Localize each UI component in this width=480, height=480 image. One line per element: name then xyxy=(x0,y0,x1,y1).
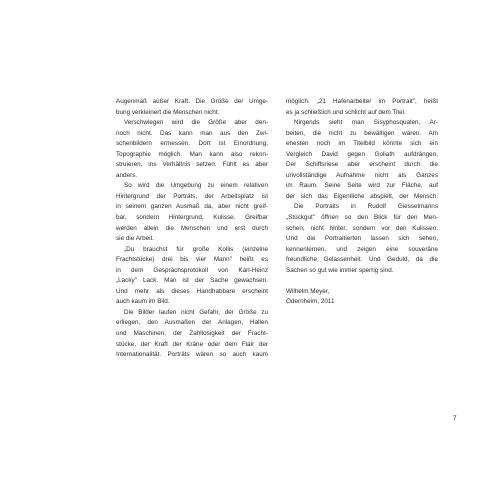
text-line: erliegen, den Ausmaßen der Anlagen, Hallen xyxy=(116,319,268,327)
text-line: in seinem ganzen Ausmaß da, aber nicht greif- xyxy=(116,203,268,211)
text-line: Augenmaß außer Kraft. Die Größe der Umge- xyxy=(116,98,268,105)
text-line: Internationalität. Porträts wären so auch kaum xyxy=(116,351,268,359)
text-line: Odernheim, 2011 xyxy=(286,298,335,306)
text-line: Sachen so gut wie immer sperrig sind. xyxy=(286,266,394,274)
text-line: im Raum. Seine Seite wird zur Fläche, auf xyxy=(286,182,438,190)
text-line: anders. xyxy=(116,171,138,179)
text-line: bar, sondern Hintergrund, Kulisse. Greifbar xyxy=(116,214,268,222)
page-number: 7 xyxy=(453,415,457,422)
text-line: Verschwiegen wird die Größe aber den- xyxy=(124,119,268,127)
text-line: es ja schließlich und schlicht auf dem Titel. xyxy=(286,108,406,116)
text-line: und Maschinen, der Zahllosigkeit der Fracht- xyxy=(116,330,268,338)
text-line: ehesten noch im Titelbild könnte sich ein xyxy=(286,140,438,148)
text-line: auch kaum im Bild. xyxy=(116,298,170,306)
text-line: sie die Arbeit. xyxy=(116,235,155,243)
text-column-right xyxy=(286,97,438,308)
text-line: Die Portraits in Rudolf Giesselmanns xyxy=(294,203,438,211)
text-line: Die Bilder laufen nicht Gefahr, der Größe zu xyxy=(124,308,268,316)
text-line: Und die Portraitierten lassen sich sehen, xyxy=(286,235,438,243)
text-line: der sich das Eigentliche abspielt, der Mensch. xyxy=(286,192,438,200)
text-line: Nirgends sieht man Sisyphosqualen, Ar- xyxy=(294,119,438,127)
text-line: Der Schiffsriese aber erscheint durch die xyxy=(286,161,438,169)
text-line: Hintergrund der Porträts, der Arbeitsplatz ist xyxy=(116,192,268,200)
text-line: schen, nicht hinter, sondern vor den Kulissen. xyxy=(286,224,438,232)
text-line: Vergleich David gegen Goliath aufdrängen. xyxy=(286,150,438,158)
text-line: noch nicht. Das kann man aus den Zwi- xyxy=(116,129,268,137)
text-line: Wilhelm Meyer, xyxy=(286,287,330,295)
text-line: freundliche Gelassenheit. Und Geduld, da die xyxy=(286,256,438,264)
text-line: „Lacky" Lack. Man ist der Sache gewachsen. xyxy=(116,277,268,285)
text-line: unvollständige Aufnahme nicht als Ganzes xyxy=(286,171,438,179)
text-line: schenbildern ermessen. Dort ist Einordnung, xyxy=(116,140,268,148)
text-line: bung verkleinert die Menschen nicht. xyxy=(116,108,220,116)
text-column-left xyxy=(116,97,268,361)
text-line: Topographie möglich. Man kann also rekon- xyxy=(116,150,268,158)
text-line: werden allein die Menschen und erst durch xyxy=(116,224,268,232)
text-line: So wird die Umgebung zu einem relativen xyxy=(124,182,268,190)
text-line: beiten, die nicht zu bewältigen wären. Am xyxy=(286,129,438,137)
text-line: stücke, der Kraft der Kräne oder dem Flair der xyxy=(116,340,268,348)
text-line: Und mehr als dieses Handhabbare erscheint xyxy=(116,287,268,295)
text-line xyxy=(286,276,438,287)
text-line: Frachtstücke) drei bis vier Mann" heißt es xyxy=(116,256,268,264)
text-line: „Du brauchst für große Kollis (einzelne xyxy=(124,245,268,253)
text-line: struieren, ins Verhältnis setzen. Fühlt es aber xyxy=(116,161,268,169)
text-line: kennenlernen, und zeigen eine souveräne xyxy=(286,245,438,253)
text-line: möglich. „21 Hafenarbeiter im Portrait", heißt xyxy=(286,98,438,105)
text-line: „Stückgut" öffnen so den Blick für den Men- xyxy=(286,214,438,222)
text-line: in dem Gesprächsprotokoll von Karl-Heinz xyxy=(116,266,268,274)
